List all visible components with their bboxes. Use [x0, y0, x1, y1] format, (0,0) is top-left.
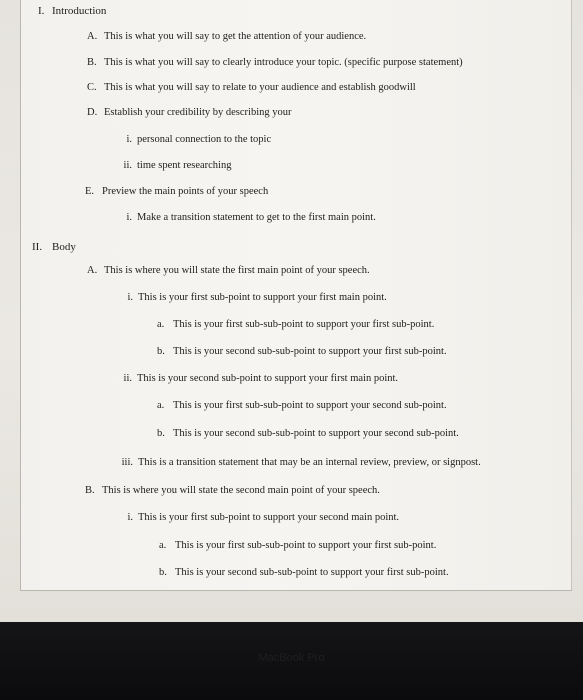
outline-text: This is what you will say to clearly introduce your topic. (specific purpose statement)	[104, 57, 463, 68]
outline-text: This is where you will state the second main point of your speech.	[102, 485, 380, 496]
outline-item-body-a	[87, 265, 370, 277]
outline-marker: A.	[87, 31, 98, 42]
outline-item-intro-d	[87, 107, 292, 119]
outline-marker: i.	[126, 212, 132, 223]
outline-marker: ii.	[123, 373, 132, 384]
outline-item-intro-e	[85, 186, 268, 198]
outline-marker: i.	[126, 134, 132, 145]
outline-item-intro-d-i	[120, 134, 271, 146]
outline-marker: i.	[127, 512, 133, 523]
outline-marker: iii.	[121, 457, 133, 468]
outline-marker: A.	[87, 265, 98, 276]
outline-text: This is your first sub-sub-point to support your first sub-point.	[173, 319, 435, 330]
section-heading-introduction	[38, 5, 106, 17]
outline-text: This is your first sub-point to support your first main point.	[138, 292, 387, 303]
outline-marker: D.	[87, 107, 98, 118]
outline-item-body-a-ii	[117, 373, 398, 385]
outline-text: personal connection to the topic	[137, 134, 272, 145]
laptop-brand-label: MacBook Pro	[258, 652, 325, 664]
outline-item-intro-a	[87, 31, 366, 43]
outline-marker: ii.	[123, 160, 132, 171]
outline-marker: b.	[157, 428, 165, 439]
outline-item-body-a-iii	[115, 457, 481, 469]
outline-item-body-a-ii-a	[157, 400, 447, 412]
outline-marker: C.	[87, 82, 97, 93]
outline-marker: a.	[159, 540, 167, 551]
outline-marker: a.	[157, 319, 165, 330]
outline-item-body-a-ii-b	[157, 428, 459, 440]
outline-text: This is what you will say to get the attention of your audience.	[104, 31, 367, 42]
outline-item-intro-e-i	[120, 212, 376, 224]
outline-text: This is what you will say to relate to your audience and establish goodwill	[104, 82, 416, 93]
outline-marker: b.	[157, 346, 165, 357]
outline-text: Establish your credibility by describing your	[104, 107, 292, 118]
outline-text: Make a transition statement to get to the first main point.	[137, 212, 376, 223]
outline-marker: b.	[159, 567, 167, 578]
outline-item-body-b-i	[121, 512, 399, 524]
outline-text: This is your second sub-sub-point to support your second sub-point.	[173, 428, 459, 439]
outline-text: time spent researching	[137, 160, 232, 171]
outline-item-body-a-i	[121, 292, 387, 304]
outline-text: This is where you will state the first main point of your speech.	[104, 265, 370, 276]
outline-text: This is a transition statement that may be an internal review, preview, or signpost.	[138, 457, 481, 468]
outline-item-body-a-i-a	[157, 319, 434, 331]
outline-item-intro-b	[87, 57, 463, 69]
outline-text: This is your first sub-sub-point to support your second sub-point.	[173, 400, 447, 411]
outline-marker: II.	[32, 241, 43, 253]
document-page	[20, 0, 572, 591]
outline-marker: i.	[127, 292, 133, 303]
outline-marker: B.	[85, 485, 95, 496]
outline-marker: I.	[38, 5, 45, 17]
outline-marker: a.	[157, 400, 165, 411]
outline-marker: B.	[87, 57, 97, 68]
outline-item-body-b	[85, 485, 380, 497]
outline-text: Introduction	[52, 5, 107, 17]
outline-text: This is your first sub-point to support your second main point.	[138, 512, 400, 523]
outline-text: This is your second sub-sub-point to support your first sub-point.	[173, 346, 447, 357]
outline-item-body-b-i-b	[159, 567, 449, 579]
outline-text: Preview the main points of your speech	[102, 186, 269, 197]
outline-text: This is your first sub-sub-point to support your first sub-point.	[175, 540, 437, 551]
outline-item-intro-c	[87, 82, 416, 94]
outline-text: This is your second sub-point to support your first main point.	[137, 373, 399, 384]
section-heading-body	[32, 241, 76, 253]
outline-marker: E.	[85, 186, 95, 197]
outline-text: This is your second sub-sub-point to support your first sub-point.	[175, 567, 449, 578]
outline-item-body-a-i-b	[157, 346, 447, 358]
outline-item-intro-d-ii	[120, 160, 231, 172]
outline-item-body-b-i-a	[159, 540, 436, 552]
outline-text: Body	[52, 241, 76, 253]
